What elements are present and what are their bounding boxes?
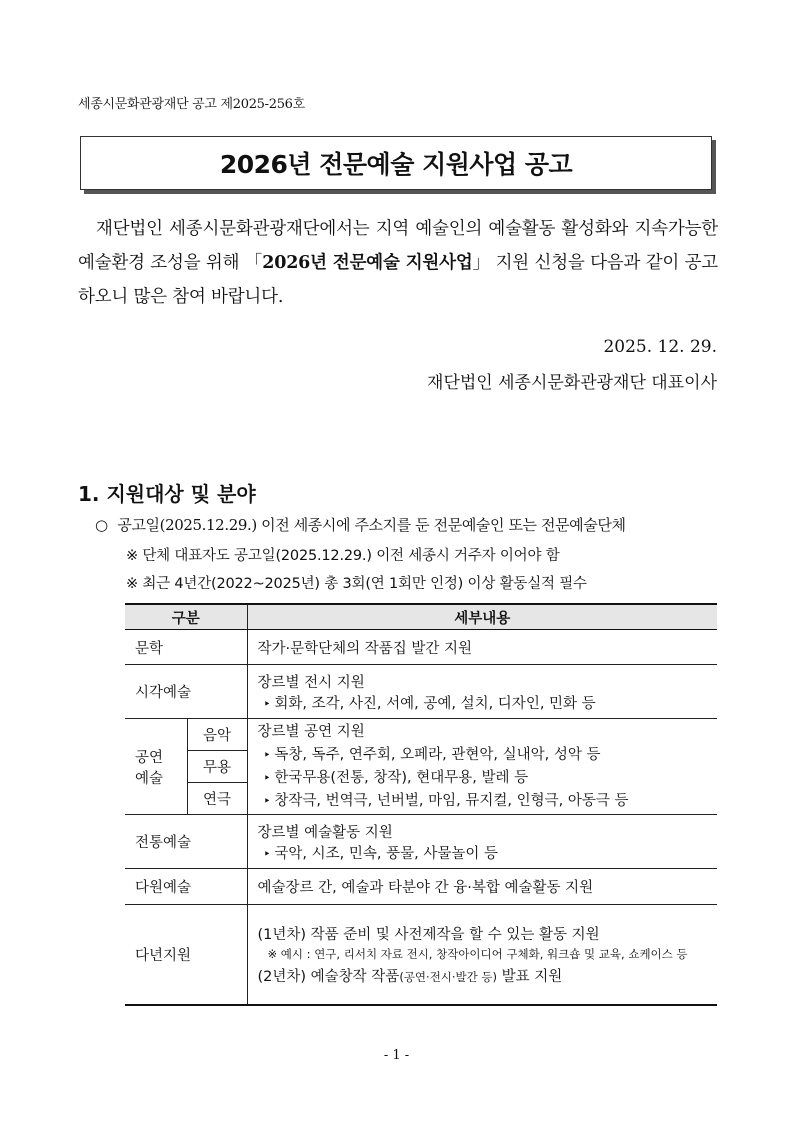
signer: 재단법인 세종시문화관광재단 대표이사 — [427, 373, 717, 393]
detail-sub: ‣ 창작극, 번역극, 넌버벌, 마임, 뮤지컬, 인형극, 아동극 등 — [258, 790, 708, 813]
year2-main: (2년차) 예술창작 작품 — [257, 968, 400, 985]
row-detail: 예술장르 간, 예술과 타분야 간 융·복합 예술활동 지원 — [247, 869, 717, 905]
intro-program-name: 2026년 전문예술 지원사업 — [262, 253, 473, 273]
table-row — [125, 630, 717, 665]
row-detail — [247, 815, 717, 869]
detail-main: 장르별 예술활동 지원 — [257, 824, 393, 841]
detail-sub: ‣ 한국무용(전통, 창작), 현대무용, 발레 등 — [258, 767, 708, 790]
document-title: 2026년 전문예술 지원사업 공고 — [219, 150, 573, 179]
row-name — [125, 719, 187, 815]
eligibility-text: 공고일(2025.12.29.) 이전 세종시에 주소지를 둔 전문예술인 또는 전문예술단체 — [117, 516, 626, 534]
table-header-row — [125, 604, 717, 630]
eligibility-note-2: ※ 최근 4년간(2022~2025년) 총 3회(연 1회만 인정) 이상 활동실적 필수 — [126, 576, 587, 592]
row-name: 문학 — [125, 630, 247, 665]
bullet-circle-icon: ○ — [95, 516, 108, 534]
detail-sub: ‣ 회화, 조각, 사진, 서예, 공예, 설치, 디자인, 민화 등 — [258, 692, 708, 713]
row-name: 시각예술 — [125, 665, 247, 719]
notice-date: 2025. 12. 29. — [603, 337, 717, 357]
table-row — [125, 815, 717, 869]
detail-sub: ‣ 독창, 독주, 연주회, 오페라, 관현악, 실내악, 성악 등 — [258, 744, 708, 767]
table-row — [125, 665, 717, 719]
header-detail: 세부내용 — [247, 604, 717, 630]
row-name: 전통예술 — [125, 815, 247, 869]
row-detail — [247, 719, 717, 815]
table-row — [125, 869, 717, 905]
eligibility-bullet — [95, 514, 626, 535]
title-box — [80, 136, 712, 190]
row-name-line: 예술 — [135, 770, 164, 787]
row-name-line: 공연 — [135, 749, 164, 766]
intro-text-1: 재단법인 세종시문화관광재단에서는 지역 예술인의 예술활동 활성화와 지속가능한 예술환경 조성을 위해 「 — [78, 219, 718, 273]
detail-main: 장르별 공연 지원 — [257, 723, 365, 740]
header-category: 구분 — [125, 604, 247, 630]
row-detail — [247, 665, 717, 719]
notice-number: 세종시문화관광재단 공고 제2025-256호 — [78, 97, 305, 112]
row-name: 다원예술 — [125, 869, 247, 905]
year2-small: (공연·전시·발간 등) — [399, 969, 498, 984]
support-fields-table — [125, 603, 717, 1006]
eligibility-note-1: ※ 단체 대표자도 공고일(2025.12.29.) 이전 세종시 거주자 이어야 함 — [126, 548, 560, 564]
intro-text-2: 」 지원 신청을 다음과 같이 공고하오니 많은 참여 바랍니다. — [78, 253, 719, 307]
table-row — [125, 905, 717, 1005]
page-number: - 1 - — [383, 1048, 410, 1063]
detail-sub: ‣ 국악, 시조, 민속, 풍물, 사물놀이 등 — [258, 842, 708, 863]
sub-genre: 음악 — [187, 719, 247, 751]
row-name: 다년지원 — [125, 905, 247, 1005]
row-detail: 작가·문학단체의 작품집 발간 지원 — [247, 630, 717, 665]
detail-year1: (1년차) 작품 준비 및 사전제작을 할 수 있는 활동 지원 — [257, 926, 600, 943]
sub-genre: 연극 — [187, 783, 247, 815]
year2-end: 발표 지원 — [497, 968, 563, 985]
detail-main: 장르별 전시 지원 — [257, 674, 365, 691]
intro-paragraph — [78, 212, 718, 314]
detail-year2 — [258, 965, 708, 986]
row-detail — [247, 905, 717, 1005]
detail-example: ※ 예시 : 연구, 리서치 자료 전시, 창작아이디어 구체화, 워크숍 및 교육, 쇼케이스 등 — [267, 946, 688, 961]
table-row — [125, 719, 717, 751]
section-heading: 1. 지원대상 및 분야 — [78, 482, 256, 506]
sub-genre: 무용 — [187, 751, 247, 783]
